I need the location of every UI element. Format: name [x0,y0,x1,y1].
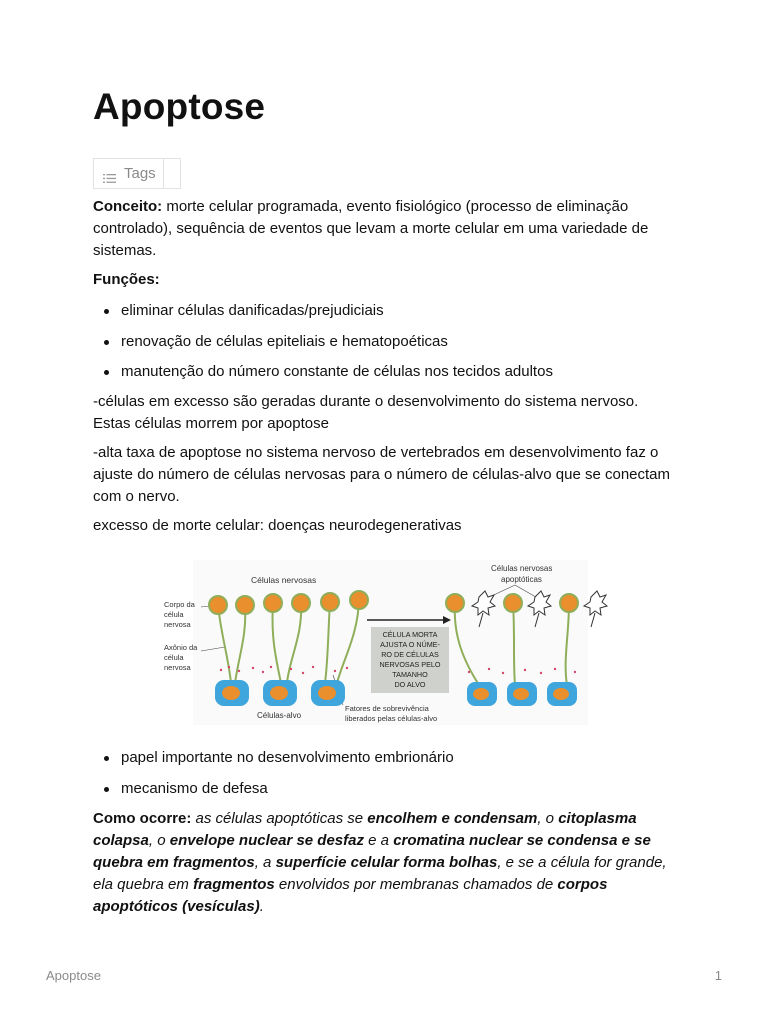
how-it-occurs-paragraph [93,808,673,918]
figure-label-body-3: nervosa [164,620,191,629]
how-text: , o [148,832,170,849]
figure-label-factors-2: liberados pelas células-alvo [345,714,438,723]
how-text: . [259,898,264,915]
list-item: papel importante no desenvolvimento embrionário [93,747,673,769]
how-emphasis: corpos apoptóticos (vesículas) [93,876,608,915]
how-text: , o [537,810,559,827]
how-emphasis: cromatina nuclear se condensa e se quebra em fragmentos [93,832,651,871]
figure-label-body-1: Corpo da [164,600,195,609]
box-line-2: AJUSTA O NÚME- [380,640,440,649]
how-text: envolvidos por membranas chamados de [274,876,558,893]
how-text: as células apoptóticas se [191,810,368,827]
figure-label-nerve-cells: Células nervosas [251,575,317,585]
how-emphasis: encolhem e condensam [367,810,538,827]
figure-label-body-2: célula [164,610,184,619]
tags-label: Tags [124,165,156,182]
concept-label: Conceito: [93,198,163,215]
figure-label-factors-1: Fatores de sobrevivência [345,704,429,713]
box-line-6: DO ALVO [394,680,426,689]
box-line-4: NERVOSAS PELO [379,660,441,669]
more-roles-list [93,747,673,808]
tags-property[interactable] [93,158,181,189]
box-line-3: RO DE CÉLULAS [381,650,439,659]
apoptosis-figure [163,555,613,730]
figure-label-axon-2: célula [164,653,184,662]
footer-doc-name: Apoptose [46,968,101,983]
note-apoptosis-rate: -alta taxa de apoptose no sistema nervoso de vertebrados em desenvolvimento faz o ajuste do número de células nervosas para o número de células-alvo que se conectam com o nervo. [93,444,671,505]
list-item: eliminar células danificadas/prejudiciais [93,300,673,322]
how-label: Como ocorre: [93,810,192,827]
figure-label-axon-3: nervosa [164,663,191,672]
list-item: mecanismo de defesa [93,778,673,800]
functions-label: Funções: [93,271,160,288]
page-title: Apoptose [93,86,266,127]
how-text: , a [254,854,276,871]
figure-label-targets: Células-alvo [257,711,302,720]
functions-list [93,300,673,392]
list-item: renovação de células epiteliais e hematopoéticas [93,331,673,353]
concept-paragraph [93,196,673,262]
tags-cell[interactable] [94,159,164,188]
footer-page-number: 1 [714,968,722,983]
how-text: , e se a célula for grande, ela quebra em [93,854,667,893]
note-excess-cells: -células em excesso são geradas durante o desenvolvimento do sistema nervoso. Estas células morrem por apoptose [93,393,639,432]
how-emphasis: fragmentos [193,876,275,893]
figure-label-apoptotic-1: Células nervosas [491,564,553,573]
figure-label-axon-1: Axônio da [164,643,198,652]
list-item: manutenção do número constante de células nos tecidos adultos [93,361,673,383]
figure-label-apoptotic-2: apoptóticas [501,575,542,584]
box-line-1: CÉLULA MORTA [382,630,438,639]
how-emphasis: superfície celular forma bolhas [275,854,498,871]
note-excess-death: excesso de morte celular: doenças neurodegenerativas [93,517,462,534]
functions-heading [93,269,673,291]
how-text: e a [364,832,394,849]
list-icon [103,170,116,179]
box-line-5: TAMANHO [392,670,428,679]
how-emphasis: citoplasma colapsa [93,810,637,849]
concept-text: morte celular programada, evento fisiológico (processo de eliminação controlado), sequência de eventos que levam a morte celular em uma variedade de sistemas. [93,198,649,259]
how-emphasis: envelope nuclear se desfaz [169,832,364,849]
